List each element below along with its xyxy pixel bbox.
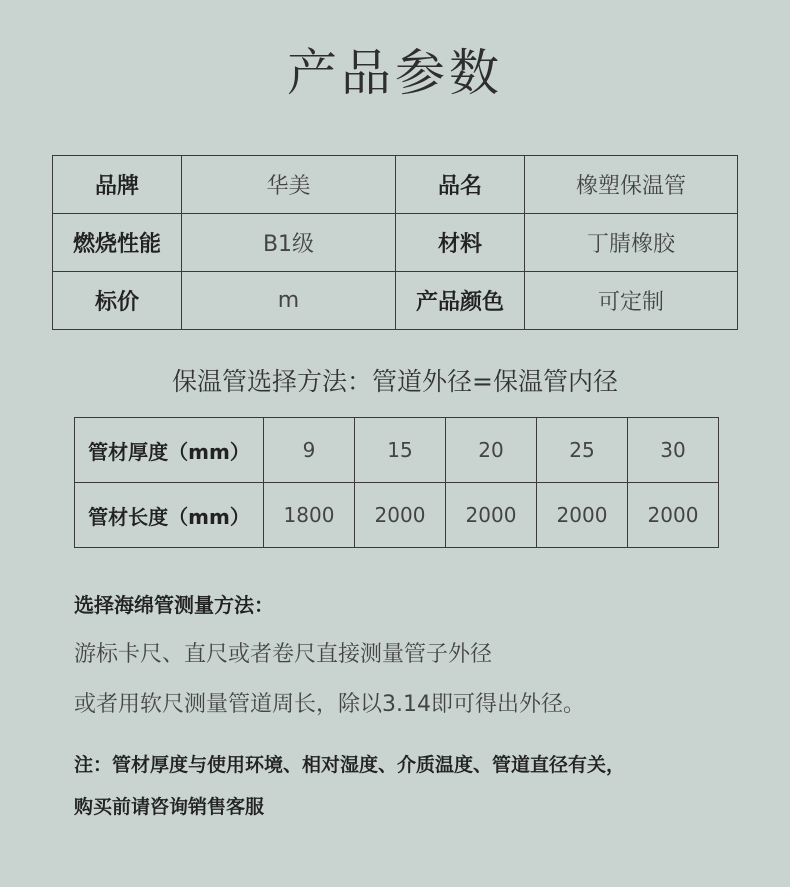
spec-value-material: 丁腈橡胶 — [525, 214, 738, 272]
spec-value-price: m — [182, 272, 396, 330]
spec-label-color: 产品颜色 — [396, 272, 525, 330]
spec-value-color: 可定制 — [525, 272, 738, 330]
measure-method-title: 选择海绵管测量方法： — [74, 593, 274, 617]
thickness-value: 30 — [628, 418, 719, 483]
spec-table — [52, 155, 738, 330]
table-row — [75, 483, 719, 548]
length-value: 2000 — [355, 483, 446, 548]
spec-label-product-name: 品名 — [396, 156, 525, 214]
measure-method-line-2: 或者用软尺测量管道周长，除以3.14即可得出外径。 — [74, 692, 585, 717]
table-row — [53, 156, 738, 214]
selection-method-text: 保温管选择方法：管道外径=保温管内径 — [172, 367, 618, 396]
table-row — [75, 418, 719, 483]
thickness-value: 25 — [537, 418, 628, 483]
spec-value-product-name: 橡塑保温管 — [525, 156, 738, 214]
note-line-1: 注：管材厚度与使用环境、相对湿度、介质温度、管道直径有关， — [74, 754, 626, 776]
table-row — [53, 272, 738, 330]
measure-method-line-1: 游标卡尺、直尺或者卷尺直接测量管子外径 — [74, 642, 493, 667]
note-line-2: 购买前请咨询销售客服 — [74, 796, 265, 818]
spec-value-flammability: B1级 — [182, 214, 396, 272]
size-table — [74, 417, 719, 548]
spec-label-brand: 品牌 — [53, 156, 182, 214]
thickness-label: 管材厚度（mm） — [75, 418, 264, 483]
table-row — [53, 214, 738, 272]
thickness-value: 20 — [446, 418, 537, 483]
length-label: 管材长度（mm） — [75, 483, 264, 548]
thickness-value: 9 — [264, 418, 355, 483]
length-value: 2000 — [446, 483, 537, 548]
spec-label-price: 标价 — [53, 272, 182, 330]
length-value: 2000 — [537, 483, 628, 548]
spec-value-brand: 华美 — [182, 156, 396, 214]
length-value: 2000 — [628, 483, 719, 548]
spec-label-material: 材料 — [396, 214, 525, 272]
thickness-value: 15 — [355, 418, 446, 483]
length-value: 1800 — [264, 483, 355, 548]
spec-label-flammability: 燃烧性能 — [53, 214, 182, 272]
page-title: 产品参数 — [287, 44, 503, 102]
